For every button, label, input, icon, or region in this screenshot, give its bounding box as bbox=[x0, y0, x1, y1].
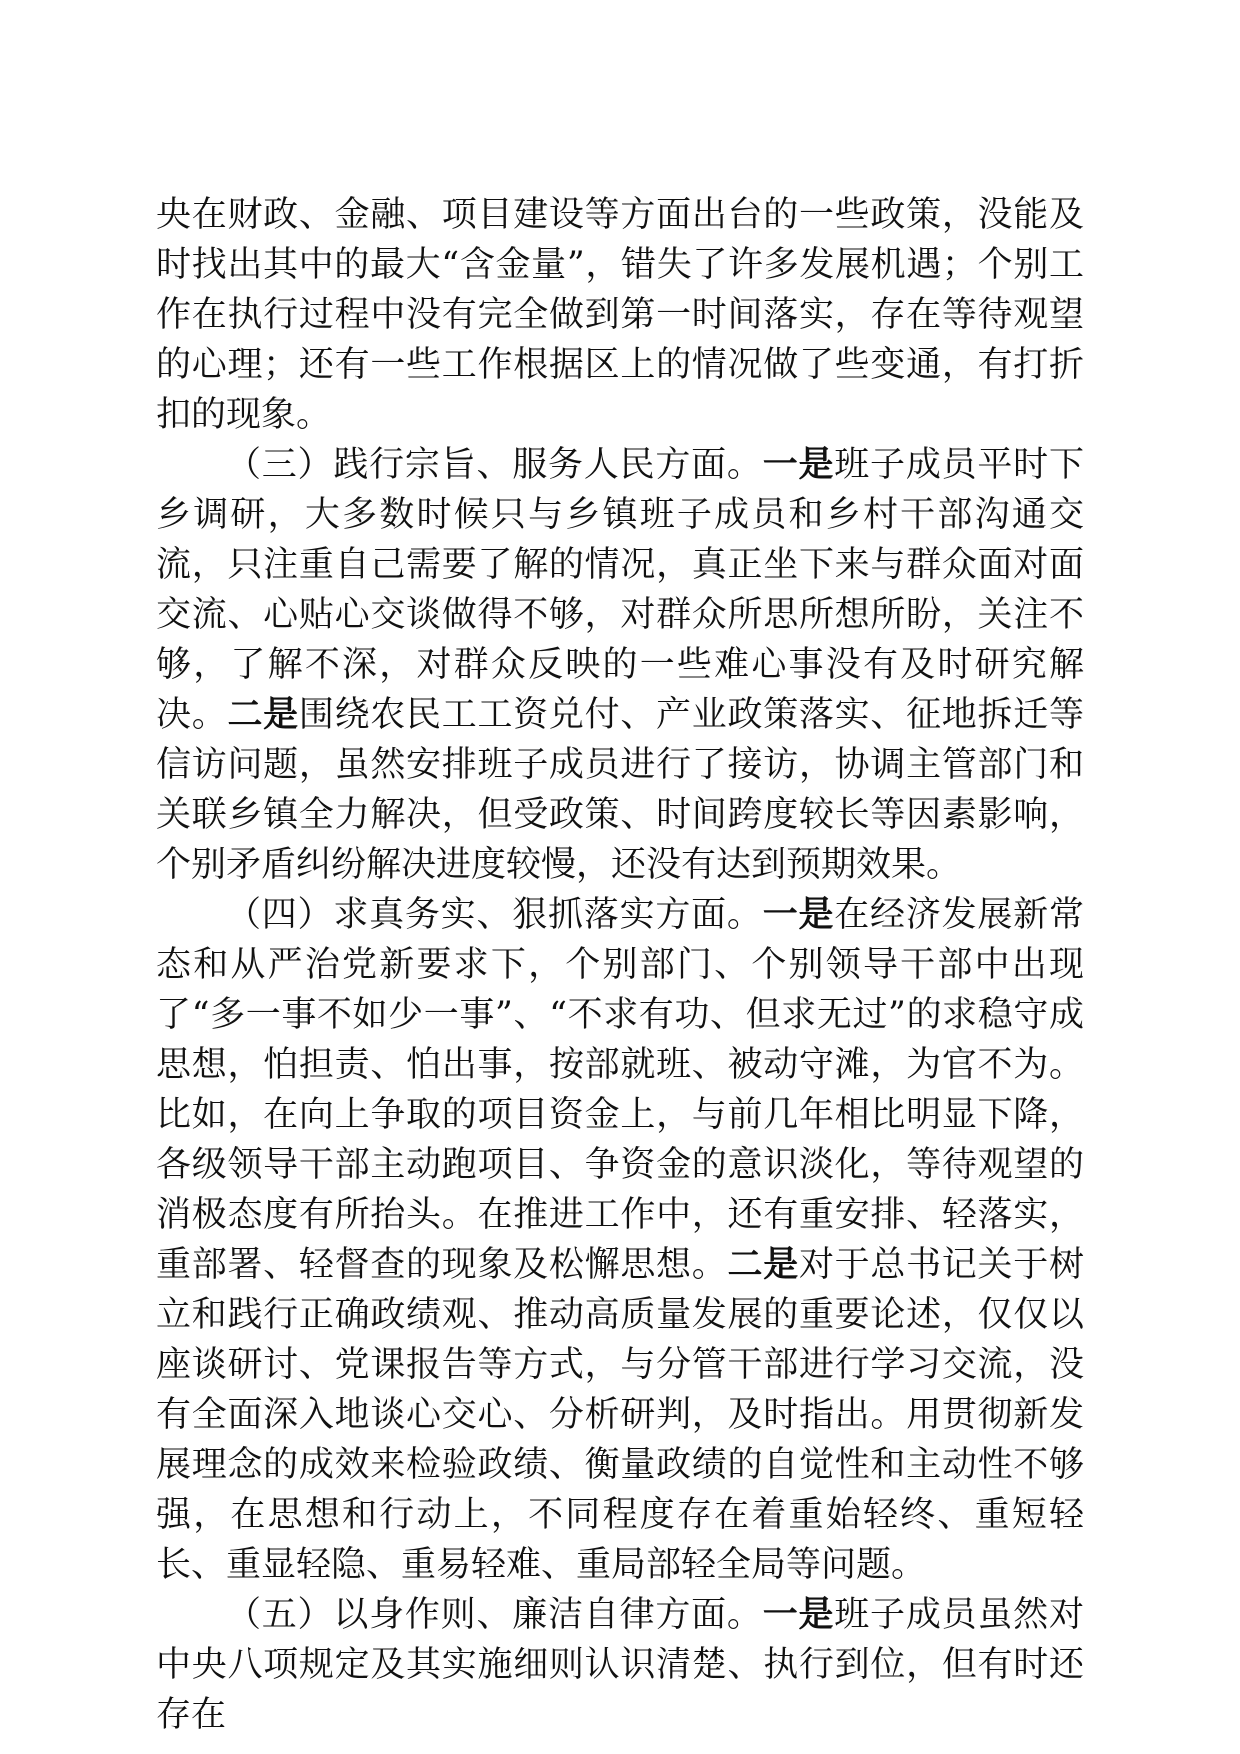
paragraph-text: 对于总书记关于树立和践行正确政绩观、推动高质量发展的重要论述，仅仅以座谈研讨、党课报告等方式，与分管干部进行学习交流，没有全面深入地谈心交心、分析研判，及时指出。用贯彻新发展理念的成效来检验政绩、衡量政绩的自觉性和主动性不够强，在思想和行动上，不同程度存在着重始轻终、重短轻长、重显轻隐、重易轻难、重局部轻全局等问题。 bbox=[156, 1245, 1084, 1585]
emphasis-first: 一是 bbox=[762, 445, 835, 485]
emphasis-first: 一是 bbox=[762, 895, 835, 935]
paragraph-section-4 bbox=[156, 890, 1084, 1590]
section-heading: （四）求真务实、狠抓落实方面。 bbox=[226, 895, 763, 935]
paragraph-text: 围绕农民工工资兑付、产业政策落实、征地拆迁等信访问题，虽然安排班子成员进行了接访，协调主管部门和关联乡镇全力解决，但受政策、时间跨度较长等因素影响，个别矛盾纠纷解决进度较慢，还没有达到预期效果。 bbox=[156, 695, 1084, 885]
paragraph-section-3 bbox=[156, 440, 1084, 890]
paragraph-text: 在经济发展新常态和从严治党新要求下，个别部门、个别领导干部中出现了“多一事不如少一事”、“不求有功、但求无过”的求稳守成思想，怕担责、怕出事，按部就班、被动守滩，为官不为。比如，在向上争取的项目资金上，与前几年相比明显下降，各级领导干部主动跑项目、争资金的意识淡化，等待观望的消极态度有所抬头。在推进工作中，还有重安排、轻落实，重部署、轻督查的现象及松懈思想。 bbox=[156, 895, 1084, 1285]
paragraph-section-5 bbox=[156, 1590, 1084, 1740]
section-heading: （三）践行宗旨、服务人民方面。 bbox=[226, 445, 763, 485]
paragraph-text: 班子成员平时下乡调研，大多数时候只与乡镇班子成员和乡村干部沟通交流，只注重自己需要了解的情况，真正坐下来与群众面对面交流、心贴心交谈做得不够，对群众所思所想所盼，关注不够，了解不深，对群众反映的一些难心事没有及时研究解决。 bbox=[156, 445, 1084, 735]
emphasis-second: 二是 bbox=[227, 695, 299, 735]
paragraph-continuation bbox=[156, 190, 1084, 440]
paragraph-text: 班子成员虽然对中央八项规定及其实施细则认识清楚、执行到位，但有时还存在 bbox=[156, 1595, 1084, 1735]
emphasis-first: 一是 bbox=[762, 1595, 835, 1635]
paragraph-text: 央在财政、金融、项目建设等方面出台的一些政策，没能及时找出其中的最大“含金量”，错失了许多发展机遇；个别工作在执行过程中没有完全做到第一时间落实，存在等待观望的心理；还有一些工作根据区上的情况做了些变通，有打折扣的现象。 bbox=[156, 195, 1084, 435]
section-heading: （五）以身作则、廉洁自律方面。 bbox=[226, 1595, 763, 1635]
emphasis-second: 二是 bbox=[727, 1245, 799, 1285]
document-page bbox=[156, 190, 1084, 1740]
